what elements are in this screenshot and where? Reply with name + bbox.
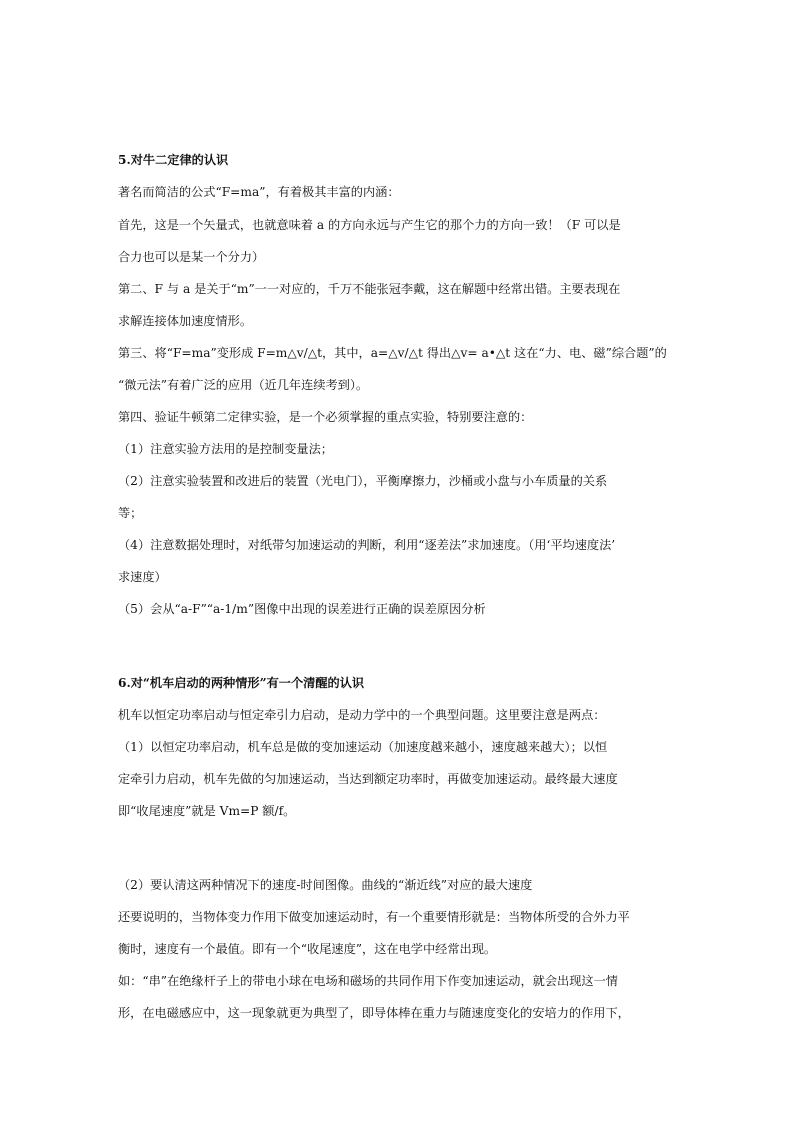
list-item: （1）注意实验方法用的是控制变量法； [118, 442, 333, 456]
paragraph-line: 求解连接体加速度情形。 [118, 314, 253, 328]
paragraph-line: 著名而简洁的公式“F=ma”，有着极其丰富的内涵： [118, 185, 400, 199]
paragraph-line: “微元法”有着广泛的应用（近几年连续考到）。 [118, 378, 369, 392]
paragraph-line: 衡时，速度有一个最值。即有一个“收尾速度”，这在电学中经常出现。 [118, 942, 497, 956]
paragraph-line: 等； [118, 506, 143, 520]
paragraph-line: 第三、将“F=ma”变形成 F=m△v/△t，其中，a=△v/△t 得出△v= a•△t 这在“力、电、磁”综合题”的 [118, 346, 667, 360]
list-item: （5）会从“a-F”“a-1/m”图像中出现的误差进行正确的误差原因分析 [118, 602, 486, 616]
section-5-heading: 5.对牛二定律的认识 [118, 153, 229, 167]
list-item: （2）注意实验装置和改进后的装置（光电门），平衡摩擦力，沙桶或小盘与小车质量的关系 [118, 474, 608, 488]
paragraph-line: 还要说明的，当物体变力作用下做变加速运动时，有一个重要情形就是：当物体所受的合外力平 [118, 910, 630, 924]
paragraph-line: 首先，这是一个矢量式，也就意味着 a 的方向永远与产生它的那个力的方向一致！（F 可以是 [118, 218, 621, 232]
paragraph-line: 第四、验证牛顿第二定律实验，是一个必须掌握的重点实验，特别要注意的： [118, 410, 533, 424]
paragraph-line: 求速度） [118, 570, 167, 584]
paragraph-line: 如：“串”在绝缘杆子上的带电小球在电场和磁场的共同作用下作变加速运动，就会出现这一情 [118, 974, 618, 988]
paragraph-line: 形，在电磁感应中，这一现象就更为典型了，即导体棒在重力与随速度变化的安培力的作用下， [118, 1006, 630, 1020]
paragraph-line: 即“收尾速度”就是 Vm=P 额/f。 [118, 804, 296, 818]
section-6-heading: 6.对“机车启动的两种情形”有一个清醒的认识 [118, 676, 365, 690]
list-item: （2）要认清这两种情况下的速度-时间图像。曲线的“渐近线”对应的最大速度 [118, 878, 533, 892]
list-item: （1）以恒定功率启动，机车总是做的变加速运动（加速度越来越小，速度越来越大）；以恒 [118, 740, 608, 754]
paragraph-line: 第二、F 与 a 是关于“m”一一对应的，千万不能张冠李戴，这在解题中经常出错。主要表现在 [118, 282, 621, 296]
paragraph-line: 定牵引力启动，机车先做的匀加速运动，当达到额定功率时，再做变加速运动。最终最大速度 [118, 772, 618, 786]
list-item: （4）注意数据处理时，对纸带匀加速运动的判断，利用“逐差法”求加速度。（用‘平均速度法’ [118, 538, 616, 552]
paragraph-line: 合力也可以是某一个分力） [118, 250, 265, 264]
paragraph-line: 机车以恒定功率启动与恒定牵引力启动，是动力学中的一个典型问题。这里要注意是两点： [118, 708, 606, 722]
